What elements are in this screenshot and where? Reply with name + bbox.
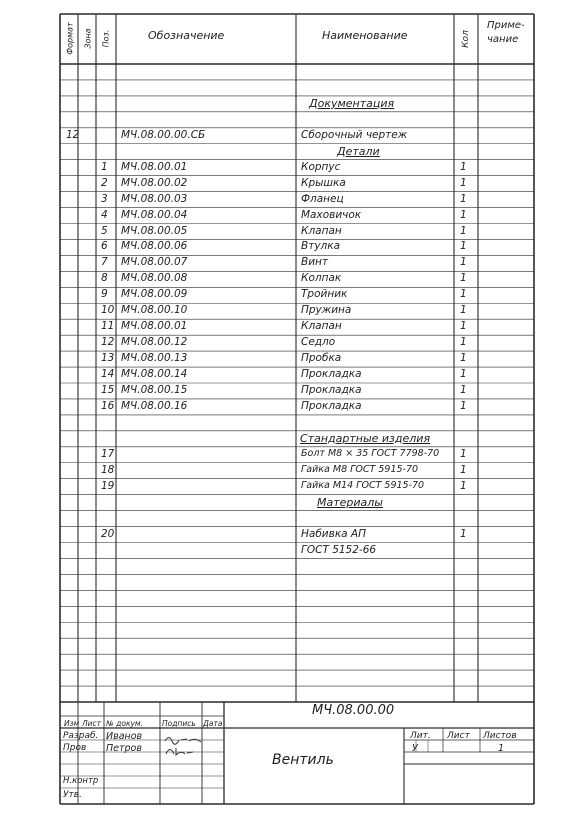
detail-designation: МЧ.08.00.04 <box>121 208 188 221</box>
detail-qty: 1 <box>460 304 467 317</box>
material-pos: 20 <box>101 527 115 540</box>
material-qty: 1 <box>460 527 467 540</box>
detail-qty: 1 <box>460 176 467 189</box>
sheets-value: 1 <box>498 743 505 754</box>
detail-pos: 13 <box>101 352 115 365</box>
detail-name: Прокладка <box>301 399 362 412</box>
standard-qty: 1 <box>460 447 467 460</box>
role-develop: Разраб. <box>63 731 99 741</box>
detail-designation: МЧ.08.00.10 <box>121 304 188 317</box>
detail-pos: 10 <box>101 304 115 317</box>
detail-qty: 1 <box>460 240 467 253</box>
doc-designation: МЧ.08.00.00.СБ <box>121 128 206 141</box>
section-standard: Стандартные изделия <box>300 431 431 445</box>
header-qty: Кол <box>461 30 471 48</box>
detail-qty: 1 <box>460 192 467 205</box>
detail-name: Клапан <box>301 224 342 237</box>
header-note-1: Приме- <box>487 20 525 31</box>
section-documentation: Документация <box>309 96 395 110</box>
detail-name: Тройник <box>301 288 348 301</box>
detail-qty: 1 <box>460 336 467 349</box>
detail-designation: МЧ.08.00.05 <box>121 224 188 237</box>
detail-name: Прокладка <box>301 368 362 381</box>
detail-designation: МЧ.08.00.02 <box>121 176 188 189</box>
detail-qty: 1 <box>460 224 467 237</box>
role-approve: Утв. <box>63 790 82 800</box>
developer-name: Иванов <box>106 731 143 742</box>
detail-name: Прокладка <box>301 384 362 396</box>
detail-name: Колпак <box>301 272 342 285</box>
detail-qty: 1 <box>460 399 467 412</box>
doc-code: МЧ.08.00.00 <box>312 703 395 718</box>
detail-name: Корпус <box>301 160 341 173</box>
detail-name: Винт <box>301 256 329 269</box>
detail-pos: 14 <box>101 368 115 381</box>
col-sign: Подпись <box>162 719 196 728</box>
detail-name: Крышка <box>301 176 346 189</box>
detail-qty: 1 <box>460 272 467 285</box>
detail-designation: МЧ.08.00.07 <box>121 256 188 269</box>
detail-pos: 6 <box>101 240 108 253</box>
detail-designation: МЧ.08.00.16 <box>121 399 188 412</box>
detail-pos: 8 <box>101 272 108 285</box>
detail-designation: МЧ.08.00.01 <box>121 160 188 173</box>
detail-qty: 1 <box>460 352 467 365</box>
col-change: Изм <box>64 719 80 728</box>
detail-qty: 1 <box>460 208 467 221</box>
role-norm: Н.контр <box>63 776 99 786</box>
detail-qty: 1 <box>460 320 467 333</box>
col-sheet: Лист <box>82 719 102 728</box>
material-name: ГОСТ 5152-66 <box>301 543 377 556</box>
detail-qty: 1 <box>460 384 467 396</box>
detail-pos: 1 <box>101 160 108 173</box>
detail-pos: 11 <box>101 320 115 333</box>
product-name: Вентиль <box>272 752 334 768</box>
checker-name: Петров <box>106 743 142 754</box>
detail-pos: 3 <box>101 192 108 205</box>
detail-pos: 12 <box>101 336 115 349</box>
header-name: Наименование <box>322 29 408 42</box>
detail-name: Пружина <box>301 304 352 317</box>
detail-name: Фланец <box>301 192 344 205</box>
detail-qty: 1 <box>460 256 467 269</box>
checker-signature <box>163 744 203 758</box>
detail-designation: МЧ.08.00.13 <box>121 352 188 365</box>
doc-format: 12 <box>66 128 80 141</box>
sheets-label: Листов <box>483 731 517 741</box>
section-materials: Материалы <box>317 495 383 509</box>
sheet-label: Лист <box>447 731 470 741</box>
detail-pos: 5 <box>101 224 108 237</box>
detail-designation: МЧ.08.00.12 <box>121 336 188 349</box>
lit-label: Лит. <box>410 731 431 741</box>
detail-pos: 9 <box>101 288 108 301</box>
standard-qty: 1 <box>460 463 467 476</box>
detail-name: Седло <box>301 336 336 349</box>
standard-pos: 17 <box>101 447 115 460</box>
standard-name: Гайка М14 ГОСТ 5915-70 <box>301 479 425 491</box>
detail-pos: 15 <box>101 384 115 396</box>
detail-pos: 2 <box>101 176 108 189</box>
detail-qty: 1 <box>460 288 467 301</box>
detail-designation: МЧ.08.00.15 <box>121 384 188 396</box>
standard-qty: 1 <box>460 479 467 492</box>
col-docnum: № докум. <box>106 719 143 728</box>
detail-designation: МЧ.08.00.03 <box>121 192 188 205</box>
doc-name: Сборочный чертеж <box>301 128 408 141</box>
standard-name: Гайка М8 ГОСТ 5915-70 <box>301 463 419 475</box>
header-zone: Зона <box>83 28 93 49</box>
detail-name: Клапан <box>301 320 342 333</box>
detail-designation: МЧ.08.00.14 <box>121 368 188 381</box>
detail-name: Пробка <box>301 352 342 365</box>
standard-pos: 19 <box>101 479 115 492</box>
lit-value: У <box>412 743 418 754</box>
detail-qty: 1 <box>460 160 467 173</box>
detail-name: Маховичок <box>301 208 362 221</box>
header-format: Формат <box>65 22 75 55</box>
detail-pos: 4 <box>101 208 108 221</box>
header-designation: Обозначение <box>148 29 225 42</box>
detail-pos: 16 <box>101 399 115 412</box>
detail-name: Втулка <box>301 240 341 253</box>
col-date: Дата <box>203 719 223 728</box>
detail-designation: МЧ.08.00.08 <box>121 272 188 285</box>
section-details: Детали <box>337 144 380 158</box>
role-check: Пров <box>63 743 87 753</box>
header-note-2: чание <box>487 34 519 45</box>
material-name: Набивка АП <box>301 527 367 540</box>
header-pos: Поз. <box>101 29 111 48</box>
detail-designation: МЧ.08.00.06 <box>121 240 188 253</box>
standard-pos: 18 <box>101 463 115 476</box>
detail-qty: 1 <box>460 368 467 381</box>
detail-designation: МЧ.08.00.01 <box>121 320 188 333</box>
detail-pos: 7 <box>101 256 108 269</box>
detail-designation: МЧ.08.00.09 <box>121 288 188 301</box>
standard-name: Болт М8 × 35 ГОСТ 7798-70 <box>301 447 440 459</box>
